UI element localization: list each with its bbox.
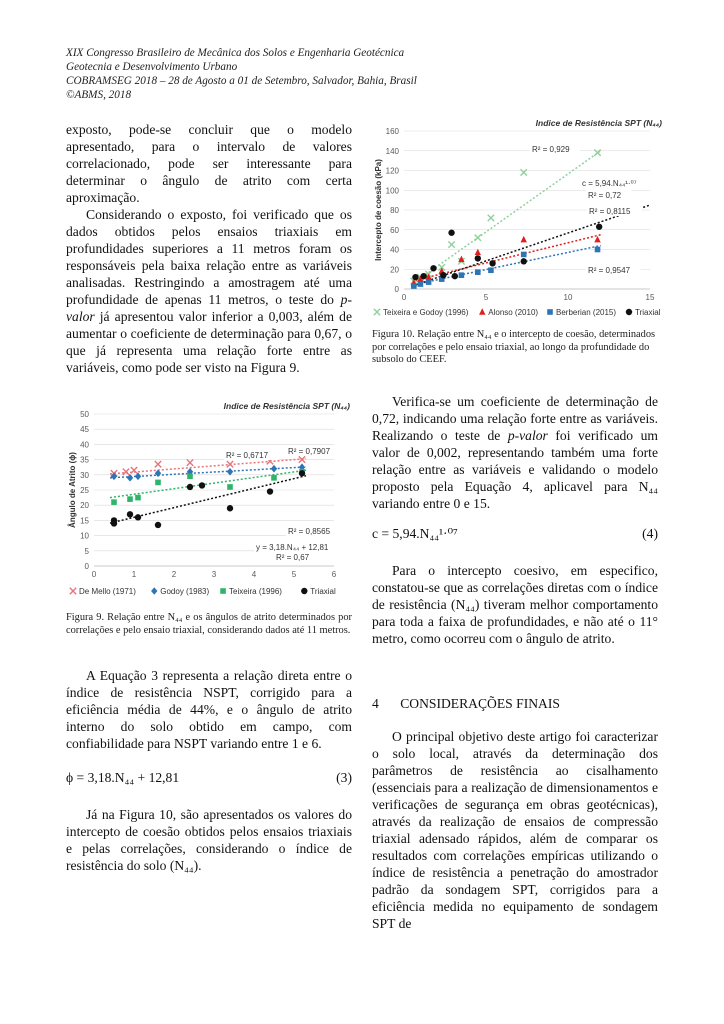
y-tick-label: 60 bbox=[390, 225, 399, 235]
chart-title: Indice de Resistência SPT (N₄₄) bbox=[223, 401, 350, 411]
data-point-circle bbox=[626, 309, 632, 315]
y-tick-label: 120 bbox=[385, 166, 399, 176]
y-tick-label: 5 bbox=[84, 546, 89, 556]
data-point-square bbox=[227, 484, 233, 490]
chart-annotation: R² = 0,9547 bbox=[588, 266, 631, 275]
x-tick-label: 5 bbox=[483, 293, 489, 302]
x-tick-label: 0 bbox=[401, 293, 407, 302]
figure-9-caption: Figura 9. Relação entre N₄₄ e os ângulos de atrito determinados por correlações e pelo ensaio triaxial, considerando dados até 11 metros. bbox=[66, 612, 352, 636]
y-tick-label: 160 bbox=[385, 127, 399, 136]
header-line-4: ©ABMS, 2018 bbox=[66, 89, 132, 101]
data-point-x bbox=[155, 461, 161, 467]
data-point-square bbox=[595, 247, 601, 253]
data-point-circle bbox=[430, 265, 436, 271]
x-tick-label: 15 bbox=[645, 293, 655, 302]
data-point-diamond bbox=[227, 468, 233, 476]
y-tick-label: 20 bbox=[390, 265, 399, 275]
data-point-circle bbox=[475, 255, 481, 261]
data-point-circle bbox=[227, 505, 233, 511]
figure-10-caption: Figura 10. Relação entre N₄₄ e o intercepto de coesão, determinados por correlações e pelo ensaio triaxial, ao longo da profundidade do subsolo do CEEF. bbox=[372, 329, 656, 366]
data-point-circle bbox=[187, 484, 193, 490]
data-point-square bbox=[187, 474, 193, 480]
legend-entry: Triaxial bbox=[635, 308, 661, 317]
data-point-circle bbox=[127, 511, 133, 517]
data-point-circle bbox=[155, 522, 161, 528]
section-heading bbox=[372, 696, 560, 712]
y-tick-label: 80 bbox=[390, 206, 399, 215]
data-point-circle bbox=[111, 520, 117, 526]
x-tick-label: 5 bbox=[291, 570, 297, 579]
y-tick-label: 40 bbox=[390, 245, 399, 255]
data-point-x bbox=[123, 469, 129, 475]
data-point-circle bbox=[440, 272, 446, 278]
data-point-x bbox=[374, 309, 380, 315]
trendline bbox=[110, 459, 306, 474]
data-point-diamond bbox=[135, 473, 141, 481]
x-tick-label: 0 bbox=[91, 570, 97, 579]
y-tick-label: 45 bbox=[80, 425, 89, 435]
x-tick-label: 10 bbox=[563, 293, 573, 302]
right-column-middle bbox=[372, 562, 658, 647]
x-tick-label: 6 bbox=[331, 570, 337, 579]
legend-entry: Godoy (1983) bbox=[160, 587, 210, 596]
data-point-x bbox=[475, 234, 481, 240]
left-column-top bbox=[66, 121, 352, 376]
data-point-square bbox=[135, 495, 141, 501]
data-point-circle bbox=[452, 273, 458, 279]
data-point-square bbox=[521, 252, 527, 258]
equation-3 bbox=[66, 770, 352, 786]
y-tick-label: 140 bbox=[385, 146, 399, 156]
y-tick-label: 0 bbox=[394, 285, 399, 294]
x-tick-label: 2 bbox=[171, 570, 177, 579]
data-point-square bbox=[155, 480, 161, 486]
data-point-x bbox=[488, 215, 494, 221]
data-point-square bbox=[547, 309, 553, 315]
header-line-1: XIX Congresso Brasileiro de Mecânica dos Solos e Engenharia Geotécnica bbox=[66, 47, 405, 59]
chart-annotation: R² = 0,67 bbox=[276, 553, 310, 562]
data-point-square bbox=[220, 588, 226, 594]
figure-10-chart bbox=[372, 115, 668, 320]
right-column-top bbox=[372, 393, 658, 512]
paragraph-text: Considerando o exposto, foi verificado que os dados obtidos pelos ensaios triaxiais em profundidades superiores a 11 metros foram os responsáveis pela baixa relação entre as variáveis analisadas. Restringindo a amostragem até uma profundidade de apenas 11 metros, o teste do bbox=[66, 207, 352, 307]
legend-entry: Teixeira (1996) bbox=[229, 587, 282, 596]
chart-annotation: R² = 0,8115 bbox=[589, 207, 631, 216]
y-tick-label: 0 bbox=[84, 562, 89, 571]
header-line-2: Geotecnia e Desenvolvimento Urbano bbox=[66, 61, 238, 73]
x-tick-label: 3 bbox=[211, 570, 217, 579]
data-point-x bbox=[227, 461, 233, 467]
legend-entry: Berberian (2015) bbox=[556, 308, 617, 317]
data-point-diamond bbox=[271, 465, 277, 473]
paragraph: O principal objetivo deste artigo foi caracterizar o solo local, através da determinação dos parâmetros de resistência ao cisalhamento (essenciais para a realização de dimensionamentos e verificações de segurança em obras geotécnicas), através da realização de ensaios de compressão triaxial adensado rápidos, além de comparar os resultados com correlações empíricas utilizando o índice de resistência a penetração do amostrador padrão da sondagem SPT, corrigidos para a eficiência medida no equipamento de sondagem SPT de bbox=[372, 729, 658, 931]
data-point-square bbox=[488, 267, 494, 273]
data-point-square bbox=[475, 269, 481, 275]
equation-text: c = 5,94.N₄₄¹·⁰⁷ bbox=[372, 526, 458, 541]
left-column-end bbox=[66, 806, 352, 874]
figure-9-chart bbox=[66, 398, 356, 600]
italic-term: p-valor bbox=[66, 292, 352, 324]
y-tick-label: 30 bbox=[80, 470, 89, 480]
y-tick-label: 25 bbox=[80, 486, 89, 495]
paragraph: exposto, pode-se concluir que o modelo apresentado, para o intervalo de valores correlacionado, pode ser interessante para determinar o ângulo de atrito com certa aproximação. bbox=[66, 122, 352, 205]
data-point-circle bbox=[267, 488, 273, 494]
header-line-3: COBRAMSEG 2018 – 28 de Agosto a 01 de Setembro, Salvador, Bahia, Brasil bbox=[66, 75, 417, 87]
chart-annotation: R² = 0,72 bbox=[588, 191, 622, 200]
data-point-square bbox=[459, 272, 465, 278]
data-point-square bbox=[411, 283, 417, 289]
data-point-circle bbox=[448, 230, 454, 236]
chart-annotation: R² = 0,7907 bbox=[288, 447, 331, 456]
data-point-square bbox=[426, 279, 432, 285]
paragraph: A Equação 3 representa a relação direta entre o índice de resistência NSPT, corrigido para a eficiência média de 44%, e o ângulo de atrito interno do solo obtido em campo, com confiabilidade para NSPT variando entre 1 e 6. bbox=[66, 668, 352, 751]
data-point-circle bbox=[489, 260, 495, 266]
data-point-square bbox=[418, 281, 424, 287]
chart-annotation: R² = 0,929 bbox=[532, 145, 570, 154]
paragraph bbox=[372, 393, 658, 512]
data-point-square bbox=[111, 499, 117, 505]
chart-title: Indice de Resistência SPT (N₄₄) bbox=[535, 118, 662, 128]
y-tick-label: 40 bbox=[80, 440, 89, 450]
data-point-triangle bbox=[594, 236, 600, 242]
data-point-triangle bbox=[521, 236, 527, 242]
y-tick-label: 50 bbox=[80, 410, 89, 419]
legend-entry: De Mello (1971) bbox=[79, 587, 136, 596]
paragraph bbox=[66, 206, 352, 376]
data-point-circle bbox=[301, 588, 307, 594]
y-axis-label: Ângulo de Atrito (ϕ) bbox=[68, 452, 77, 528]
data-point-circle bbox=[135, 514, 141, 520]
data-point-x bbox=[448, 241, 454, 247]
section-number: 4 bbox=[372, 696, 379, 711]
data-point-square bbox=[127, 496, 133, 502]
equation-number: (3) bbox=[336, 770, 352, 785]
y-tick-label: 20 bbox=[80, 501, 89, 511]
data-point-circle bbox=[420, 273, 426, 279]
y-axis-label: Intercepto de coesão (kPa) bbox=[374, 159, 383, 261]
data-point-circle bbox=[299, 470, 305, 476]
equation-number: (4) bbox=[642, 526, 658, 541]
paragraph-text: foi verificado um valor de 0,002, representando também uma forte relação entre as variáveis e validando o modelo proposto pela Equação 4, aplicavel para N₄₄ variando entre 0 e 15. bbox=[372, 428, 659, 511]
friction-angle-chart bbox=[66, 398, 356, 600]
paragraph-text: Verifica-se um coeficiente de determinação de 0,72, indicando uma relação forte entre as variáveis. Realizando o teste de bbox=[372, 394, 658, 443]
data-point-circle bbox=[521, 258, 527, 264]
legend-entry: Teixeira e Godoy (1996) bbox=[383, 308, 469, 317]
legend-entry: Triaxial bbox=[310, 587, 336, 596]
data-point-x bbox=[187, 459, 193, 465]
left-column-bottom bbox=[66, 667, 352, 752]
y-tick-label: 10 bbox=[80, 531, 89, 541]
chart-annotation: c = 5,94.N₄₄¹·⁰⁷ bbox=[582, 179, 637, 188]
legend-entry: Alonso (2010) bbox=[488, 308, 539, 317]
page-header bbox=[66, 46, 417, 102]
equation-4 bbox=[372, 526, 658, 542]
data-point-circle bbox=[596, 224, 602, 230]
x-tick-label: 4 bbox=[251, 570, 257, 579]
chart-annotation: R² = 0,6717 bbox=[226, 451, 269, 460]
y-tick-label: 15 bbox=[80, 516, 89, 526]
chart-annotation: y = 3,18.N₄₄ + 12,81 bbox=[256, 543, 329, 552]
cohesion-intercept-chart bbox=[372, 115, 668, 320]
paragraph-text: já apresentou valor inferior a 0,003, além de aumentar o coeficiente de determinação para 0,67, o que já representa uma relação forte entre as variáveis, como pode ser visto na Figura 9. bbox=[66, 309, 352, 375]
data-point-diamond bbox=[127, 474, 133, 482]
y-tick-label: 100 bbox=[385, 186, 399, 196]
right-column-bottom bbox=[372, 728, 658, 932]
italic-term: p-valor bbox=[507, 428, 548, 443]
paragraph: Já na Figura 10, são apresentados os valores do intercepto de coesão obtidos pelos ensaios triaxiais e pelas correlações, considerando o índice de resistência do solo (N₄₄). bbox=[66, 807, 352, 873]
data-point-circle bbox=[412, 274, 418, 280]
data-point-circle bbox=[199, 482, 205, 488]
equation-text: ϕ = 3,18.N₄₄ + 12,81 bbox=[66, 770, 180, 785]
data-point-square bbox=[271, 475, 277, 481]
data-point-triangle bbox=[479, 308, 485, 314]
y-tick-label: 35 bbox=[80, 455, 89, 465]
section-title: CONSIDERAÇÕES FINAIS bbox=[400, 696, 560, 711]
data-point-diamond bbox=[151, 587, 157, 595]
paragraph: Para o intercepto coesivo, em especifico, constatou-se que as correlações diretas com o índice de resistência (N₄₄) tiveram melhor comportamento para toda a faixa de profundidades, e não até o 11° metro, como ocorreu com o ângulo de atrito. bbox=[372, 563, 658, 646]
chart-annotation: R² = 0,8565 bbox=[288, 527, 331, 536]
data-point-x bbox=[70, 588, 76, 594]
x-tick-label: 1 bbox=[131, 570, 137, 579]
